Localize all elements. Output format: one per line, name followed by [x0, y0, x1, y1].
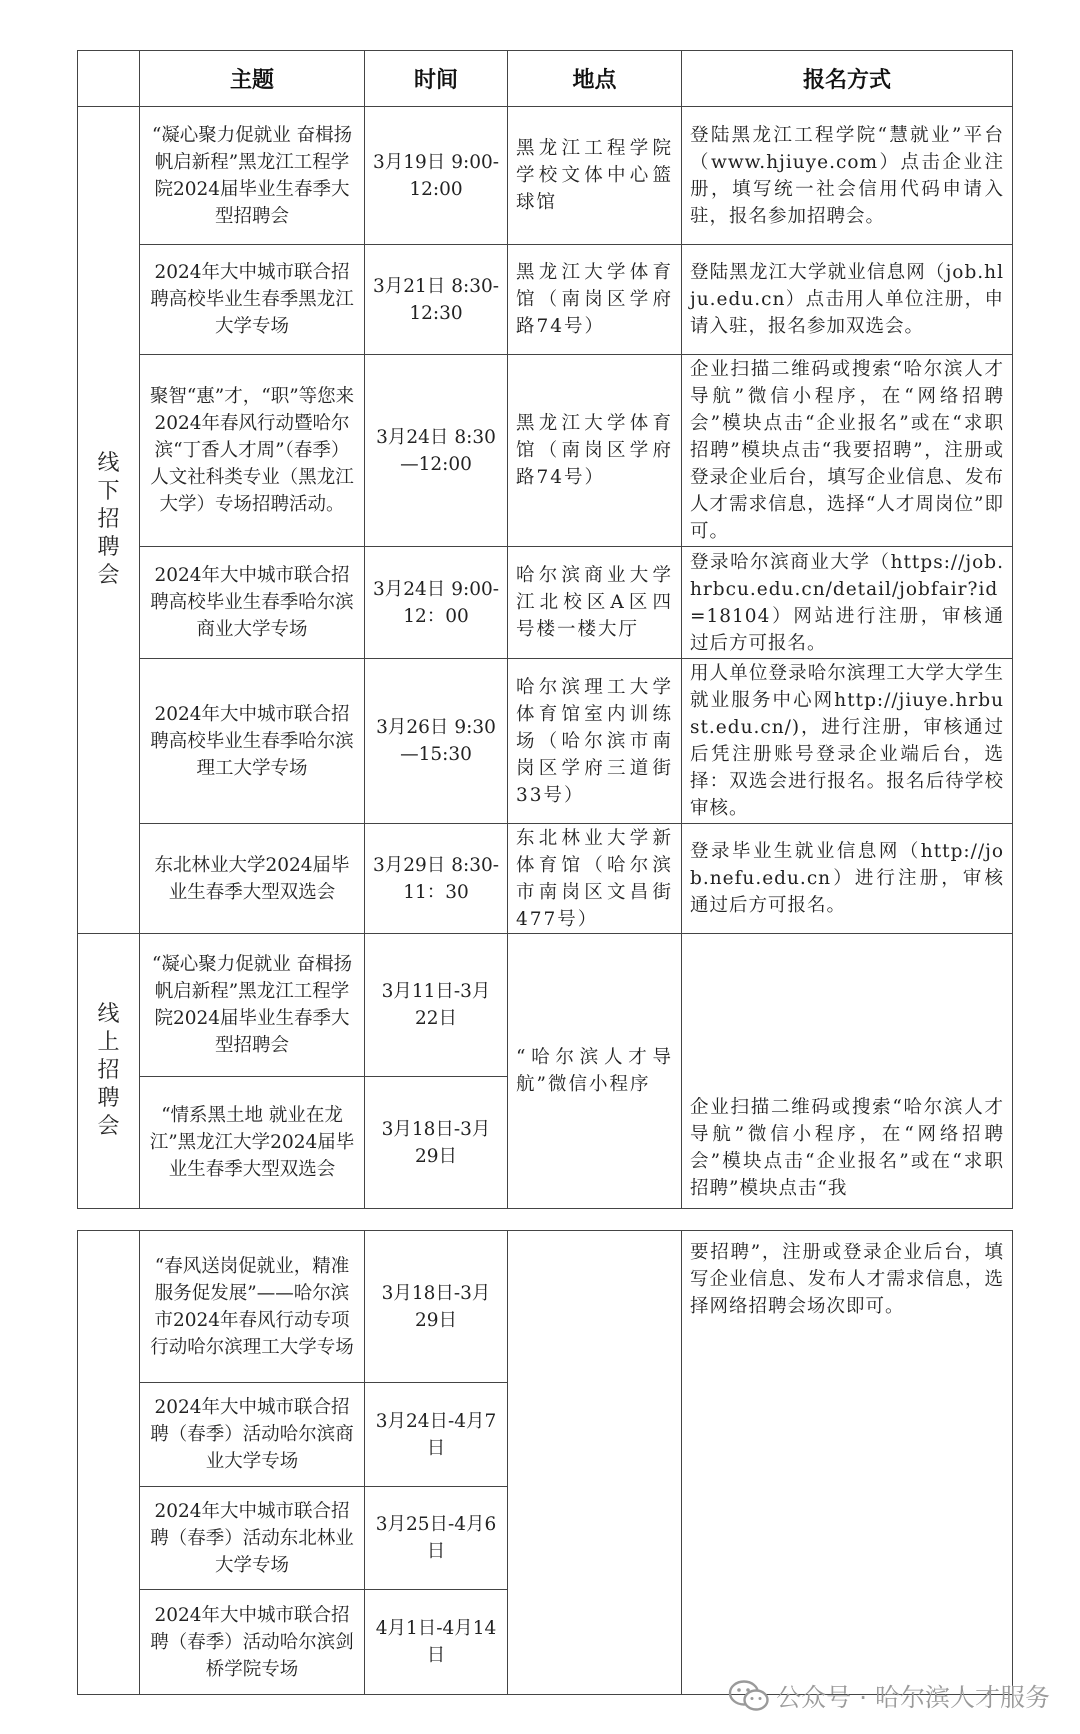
row-place: 东北林业大学新体育馆（哈尔滨市南岗区文昌街477号） — [508, 824, 682, 934]
row-place: 黑龙江工程学院学校文体中心篮球馆 — [508, 107, 682, 245]
row-time: 3月29日 8:30-11：30 — [365, 824, 508, 934]
row-time: 3月24日-4月7日 — [365, 1383, 508, 1487]
row-topic: 聚智“惠”才，“职”等您来2024年春风行动暨哈尔滨“丁香人才周”（春季）人文社科类专业（黑龙江大学）专场招聘活动。 — [140, 355, 365, 547]
recruitment-table-part2 — [77, 1230, 1013, 1695]
table-row — [78, 1231, 1013, 1383]
row-method: 登陆黑龙江大学就业信息网（job.hlju.edu.cn）点击用人单位注册，申请入驻，报名参加双选会。 — [682, 245, 1013, 355]
row-topic: 2024年大中城市联合招聘（春季）活动哈尔滨剑桥学院专场 — [140, 1590, 365, 1695]
watermark-text: 公众号 · 哈尔滨人才服务 — [776, 1683, 1050, 1712]
row-method: 用人单位登录哈尔滨理工大学大学生就业服务中心网http://jiuye.hrbust.edu.cn/)，进行注册，审核通过后凭注册账号登录企业端后台，选择：双选会进行报名。报名后待学校审核。 — [682, 659, 1013, 824]
row-method: 登录毕业生就业信息网（http://job.nefu.edu.cn）进行注册，审核通过后方可报名。 — [682, 824, 1013, 934]
table-row — [78, 107, 1013, 245]
table-row — [78, 355, 1013, 547]
table-header-row — [78, 51, 1013, 107]
online-place: “哈尔滨人才导航”微信小程序 — [508, 934, 682, 1209]
online-place-continued — [508, 1231, 682, 1695]
row-place: 黑龙江大学体育馆（南岗区学府路74号） — [508, 245, 682, 355]
row-topic: 2024年大中城市联合招聘高校毕业生春季黑龙江大学专场 — [140, 245, 365, 355]
row-place: 黑龙江大学体育馆（南岗区学府路74号） — [508, 355, 682, 547]
header-blank — [78, 51, 140, 107]
recruitment-table-part1 — [77, 50, 1013, 1209]
row-topic: 2024年大中城市联合招聘高校毕业生春季哈尔滨理工大学专场 — [140, 659, 365, 824]
header-method: 报名方式 — [682, 51, 1013, 107]
row-place: 哈尔滨商业大学江北校区A区四号楼一楼大厅 — [508, 547, 682, 659]
category-blank — [78, 1231, 140, 1695]
header-time: 时间 — [365, 51, 508, 107]
table-row — [78, 659, 1013, 824]
row-topic: 2024年大中城市联合招聘（春季）活动东北林业大学专场 — [140, 1487, 365, 1590]
row-time: 3月18日-3月29日 — [365, 1077, 508, 1209]
row-time: 3月25日-4月6日 — [365, 1487, 508, 1590]
online-method-part1: 企业扫描二维码或搜索“哈尔滨人才导航”微信小程序，在“网络招聘会”模块点击“企业报名”或在“求职招聘”模块点击“我 — [682, 934, 1013, 1209]
row-time: 3月24日 9:00-12：00 — [365, 547, 508, 659]
table-row — [78, 824, 1013, 934]
row-method: 登陆黑龙江工程学院“慧就业”平台（www.hjiuye.com）点击企业注册，填写统一社会信用代码申请入驻，报名参加招聘会。 — [682, 107, 1013, 245]
category-offline: 线 下 招 聘 会 — [78, 107, 140, 934]
table-row — [78, 245, 1013, 355]
row-time: 3月21日 8:30-12:30 — [365, 245, 508, 355]
header-topic: 主题 — [140, 51, 365, 107]
row-time: 4月1日-4月14日 — [365, 1590, 508, 1695]
row-time: 3月18日-3月29日 — [365, 1231, 508, 1383]
row-time: 3月24日 8:30—12:00 — [365, 355, 508, 547]
watermark — [728, 1678, 1050, 1714]
row-topic: “春风送岗促就业，精准服务促发展”——哈尔滨市2024年春风行动专项行动哈尔滨理工大学专场 — [140, 1231, 365, 1383]
wechat-icon — [728, 1679, 770, 1713]
row-time: 3月11日-3月22日 — [365, 934, 508, 1077]
header-place: 地点 — [508, 51, 682, 107]
row-topic: “情系黑土地 就业在龙江”黑龙江大学2024届毕业生春季大型双选会 — [140, 1077, 365, 1209]
category-online: 线 上 招 聘 会 — [78, 934, 140, 1209]
row-method: 登录哈尔滨商业大学（https://job.hrbcu.edu.cn/detail/jobfair?id=18104）网站进行注册，审核通过后方可报名。 — [682, 547, 1013, 659]
row-topic: 2024年大中城市联合招聘高校毕业生春季哈尔滨商业大学专场 — [140, 547, 365, 659]
table-row — [78, 934, 1013, 1077]
row-time: 3月26日 9:30—15:30 — [365, 659, 508, 824]
row-topic: “凝心聚力促就业 奋楫扬帆启新程”黑龙江工程学院2024届毕业生春季大型招聘会 — [140, 107, 365, 245]
row-place: 哈尔滨理工大学体育馆室内训练场（哈尔滨市南岗区学府三道街33号） — [508, 659, 682, 824]
row-method: 企业扫描二维码或搜索“哈尔滨人才导航”微信小程序，在“网络招聘会”模块点击“企业报名”或在“求职招聘”模块点击“我要招聘”，注册或登录企业后台，填写企业信息、发布人才需求信息，选择“人才周岗位”即可。 — [682, 355, 1013, 547]
row-time: 3月19日 9:00-12:00 — [365, 107, 508, 245]
row-topic: 2024年大中城市联合招聘（春季）活动哈尔滨商业大学专场 — [140, 1383, 365, 1487]
row-topic: 东北林业大学2024届毕业生春季大型双选会 — [140, 824, 365, 934]
row-topic: “凝心聚力促就业 奋楫扬帆启新程”黑龙江工程学院2024届毕业生春季大型招聘会 — [140, 934, 365, 1077]
table-row — [78, 547, 1013, 659]
online-method-part2: 要招聘”，注册或登录企业后台，填写企业信息、发布人才需求信息，选择网络招聘会场次即可。 — [682, 1231, 1013, 1695]
